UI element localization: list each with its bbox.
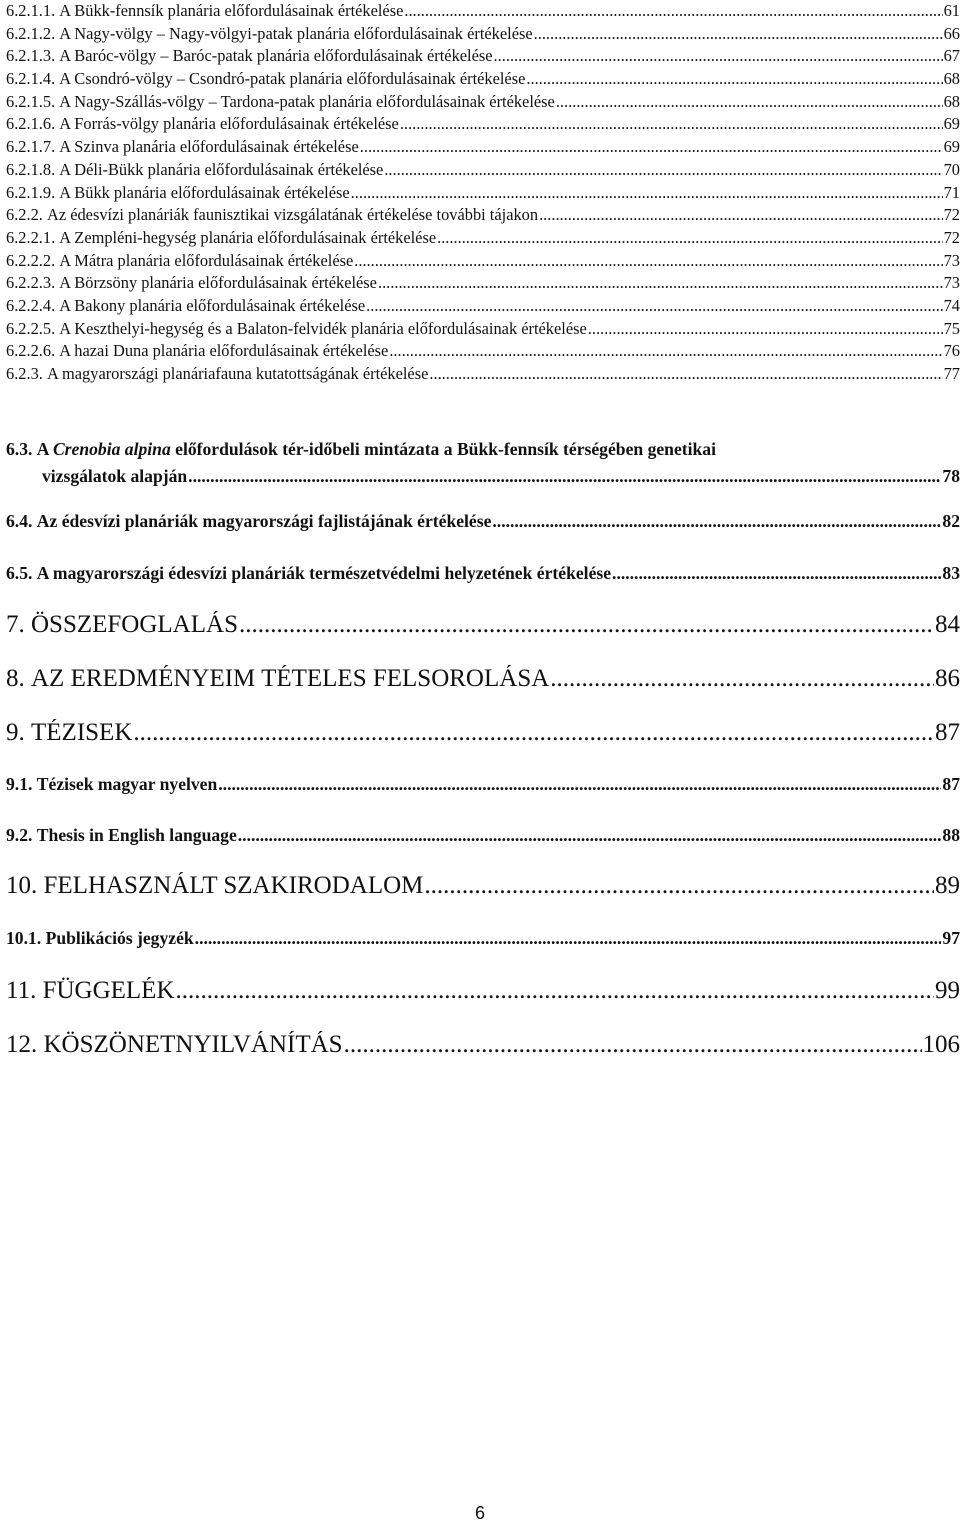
- entry-number: 6.2.1.3.: [6, 46, 56, 66]
- toc-entry-10-1[interactable]: [6, 928, 960, 949]
- entry-page: 88: [942, 825, 960, 845]
- entry-title: TÉZISEK: [31, 719, 133, 746]
- entry-page: 73: [943, 273, 960, 293]
- entry-title: A Keszthelyi-hegység és a Balaton-felvidék planária előfordulásainak értékelése: [59, 318, 587, 338]
- entry-page: 77: [943, 364, 960, 383]
- entry-number: 6.2.1.8.: [6, 159, 56, 179]
- entry-number: 6.2.1.4.: [6, 69, 56, 89]
- entry-number: 6.2.3.: [6, 364, 43, 383]
- entry-number: 6.2.1.2.: [6, 23, 56, 43]
- entry-number: 9.2.: [6, 825, 33, 845]
- entry-page: 72: [943, 227, 960, 247]
- entry-line: [6, 463, 960, 490]
- toc-entry[interactable]: [6, 250, 960, 273]
- entry-number: 6.2.1.6.: [6, 114, 56, 134]
- toc-chapter-10[interactable]: [6, 872, 960, 900]
- dot-leader: [389, 340, 942, 363]
- toc-entry[interactable]: [6, 91, 960, 114]
- dot-leader: [360, 136, 943, 159]
- entry-number: 9.1.: [6, 774, 33, 794]
- toc-entry-9-2[interactable]: [6, 825, 960, 846]
- toc-entry[interactable]: [6, 340, 960, 363]
- toc-entry[interactable]: [6, 204, 960, 227]
- entry-title: A Baróc-völgy – Baróc-patak planária előfordulásainak értékelése: [59, 46, 493, 66]
- entry-title: FELHASZNÁLT SZAKIRODALOM: [43, 872, 424, 899]
- toc-entry-6-3[interactable]: [6, 436, 960, 490]
- page-number: 6: [474, 1503, 485, 1523]
- entry-page: 87: [935, 719, 960, 746]
- dot-leader: [400, 113, 943, 136]
- toc-entry[interactable]: [6, 182, 960, 205]
- entry-page: 83: [942, 563, 960, 583]
- dot-leader: [556, 91, 943, 114]
- entry-title: A Déli-Bükk planária előfordulásainak értékelése: [59, 159, 384, 179]
- toc-entry[interactable]: [6, 159, 960, 182]
- entry-number: 6.2.1.9.: [6, 182, 56, 202]
- entry-title: ÖSSZEFOGLALÁS: [31, 611, 238, 638]
- dot-leader: [188, 463, 941, 490]
- entry-page: 106: [922, 1031, 960, 1058]
- entry-page: 68: [943, 69, 960, 89]
- entry-number: 6.5.: [6, 563, 33, 583]
- entry-title: A hazai Duna planária előfordulásainak értékelése: [59, 341, 389, 361]
- entry-page: 69: [943, 114, 960, 134]
- entry-number: 6.2.2.2.: [6, 250, 56, 270]
- entry-title: A Börzsöny planária előfordulásainak értékelése: [59, 273, 377, 293]
- dot-leader: [429, 363, 942, 386]
- entry-number: 10.1.: [6, 928, 42, 948]
- entry-number: 12.: [6, 1031, 38, 1058]
- toc-entry[interactable]: [6, 23, 960, 46]
- dot-leader: [238, 825, 942, 846]
- entry-title: A Nagy-Szállás-völgy – Tardona-patak planária előfordulásainak értékelése: [59, 91, 555, 111]
- dot-leader: [366, 295, 942, 318]
- entry-title: A Csondró-völgy – Csondró-patak planária előfordulásainak értékelése: [59, 69, 526, 89]
- entry-page: 68: [943, 91, 960, 111]
- entry-title: Az édesvízi planáriák magyarországi fajlistájának értékelése: [36, 511, 492, 531]
- entry-line: [6, 436, 960, 463]
- entry-number: 6.2.1.7.: [6, 137, 56, 157]
- entry-page: 70: [943, 159, 960, 179]
- entry-page: 86: [935, 665, 960, 692]
- entry-page: 75: [943, 318, 960, 338]
- entry-title: A Szinva planária előfordulásainak értékelése: [59, 137, 359, 157]
- toc-chapter-7[interactable]: [6, 611, 960, 639]
- entry-page: 61: [943, 1, 960, 20]
- dot-leader: [351, 182, 943, 205]
- entry-page: 78: [942, 466, 960, 486]
- entry-page: 99: [935, 977, 960, 1004]
- entry-number: 6.4.: [6, 511, 33, 531]
- entry-page: 69: [943, 137, 960, 157]
- entry-page: 71: [943, 182, 960, 202]
- toc-entry[interactable]: [6, 363, 960, 386]
- entry-title: A magyarországi planáriafauna kutatottságának értékelése: [47, 364, 429, 383]
- dot-leader: [550, 665, 934, 693]
- entry-title: A Bakony planária előfordulásainak értékelése: [59, 295, 366, 315]
- dot-leader: [612, 563, 941, 584]
- dot-leader: [424, 872, 934, 900]
- toc-entry-6-4[interactable]: [6, 511, 960, 532]
- entry-number: 6.2.2.4.: [6, 295, 56, 315]
- toc-chapter-8[interactable]: [6, 665, 960, 693]
- entry-number: 6.2.2.1.: [6, 227, 56, 247]
- dot-leader: [534, 23, 943, 46]
- toc-entry-9-1[interactable]: [6, 774, 960, 795]
- toc-entry[interactable]: [6, 295, 960, 318]
- dot-leader: [492, 511, 941, 532]
- toc-entry[interactable]: [6, 113, 960, 136]
- toc-entry[interactable]: [6, 136, 960, 159]
- entry-page: 76: [943, 341, 960, 361]
- entry-number: 6.3.: [6, 439, 33, 459]
- toc-entry-6-5[interactable]: [6, 563, 960, 584]
- entry-number: 6.2.2.6.: [6, 341, 56, 361]
- entry-title: Publikációs jegyzék: [45, 928, 194, 948]
- entry-number: 10.: [6, 872, 38, 899]
- entry-title: AZ EREDMÉNYEIM TÉTELES FELSOROLÁSA: [31, 665, 550, 692]
- entry-title: FÜGGELÉK: [42, 977, 175, 1004]
- dot-leader: [588, 318, 943, 341]
- dot-leader: [239, 611, 934, 639]
- toc-sub-entries: [6, 0, 960, 386]
- entry-number: 6.2.1.5.: [6, 91, 56, 111]
- entry-title: Thesis in English language: [36, 825, 237, 845]
- entry-title: A Bükk planária előfordulásainak értékelése: [59, 182, 350, 202]
- toc-entry[interactable]: [6, 318, 960, 341]
- entry-page: 73: [943, 250, 960, 270]
- dot-leader: [195, 928, 942, 949]
- entry-page: 87: [942, 774, 960, 794]
- entry-title: A magyarországi édesvízi planáriák természetvédelmi helyzetének értékelése: [36, 563, 612, 583]
- entry-number: 7.: [6, 611, 25, 638]
- entry-number: 6.2.2.: [6, 205, 43, 225]
- entry-title: Az édesvízi planáriák faunisztikai vizsgálatának értékelése további tájakon: [47, 205, 539, 225]
- dot-leader: [218, 774, 941, 795]
- entry-number: 6.2.1.1.: [6, 1, 56, 20]
- entry-title: A Nagy-völgy – Nagy-völgyi-patak planária előfordulásainak értékelése: [59, 23, 533, 43]
- entry-page: 67: [943, 46, 960, 66]
- entry-page: 82: [942, 511, 960, 531]
- entry-title-post: előfordulások tér-időbeli mintázata a Bükk-fennsík térségében genetikai: [170, 439, 716, 459]
- entry-title: A Forrás-völgy planária előfordulásainak értékelése: [59, 114, 399, 134]
- entry-number: 9.: [6, 719, 25, 746]
- toc-chapter-12[interactable]: [6, 1031, 960, 1059]
- entry-title: KÖSZÖNETNYILVÁNÍTÁS: [43, 1031, 343, 1058]
- entry-page: 66: [943, 23, 960, 43]
- dot-leader: [437, 227, 943, 250]
- entry-title: A Bükk-fennsík planária előfordulásainak értékelése: [59, 1, 404, 20]
- entry-title: A Mátra planária előfordulásainak értékelése: [59, 250, 354, 270]
- entry-page: 97: [942, 928, 960, 948]
- dot-leader: [344, 1031, 922, 1059]
- entry-page: 89: [935, 872, 960, 899]
- toc-entry[interactable]: [6, 45, 960, 68]
- dot-leader: [494, 45, 943, 68]
- entry-page: 72: [943, 205, 960, 225]
- dot-leader: [526, 68, 942, 91]
- entry-title-pre: A: [36, 439, 53, 459]
- entry-number: 11.: [6, 977, 37, 1004]
- entry-title: Tézisek magyar nyelven: [36, 774, 218, 794]
- toc-entry[interactable]: [6, 272, 960, 295]
- dot-leader: [176, 977, 934, 1005]
- entry-title-species: Crenobia alpina: [52, 439, 171, 459]
- toc-entry[interactable]: [6, 227, 960, 250]
- dot-leader: [354, 250, 942, 273]
- dot-leader: [404, 0, 942, 23]
- dot-leader: [378, 272, 943, 295]
- entry-page: 74: [943, 295, 960, 315]
- toc-entry[interactable]: [6, 68, 960, 91]
- entry-page: 84: [935, 611, 960, 638]
- entry-title-line2: vizsgálatok alapján: [42, 466, 188, 486]
- toc-chapter-9[interactable]: [6, 719, 960, 747]
- entry-number: 6.2.2.5.: [6, 318, 56, 338]
- entry-number: 6.2.2.3.: [6, 273, 56, 293]
- entry-number: 8.: [6, 665, 25, 692]
- dot-leader: [133, 719, 934, 747]
- dot-leader: [384, 159, 942, 182]
- toc-chapter-11[interactable]: [6, 977, 960, 1005]
- toc-entry[interactable]: [6, 0, 960, 23]
- entry-title: A Zempléni-hegység planária előfordulásainak értékelése: [59, 227, 437, 247]
- dot-leader: [539, 204, 943, 227]
